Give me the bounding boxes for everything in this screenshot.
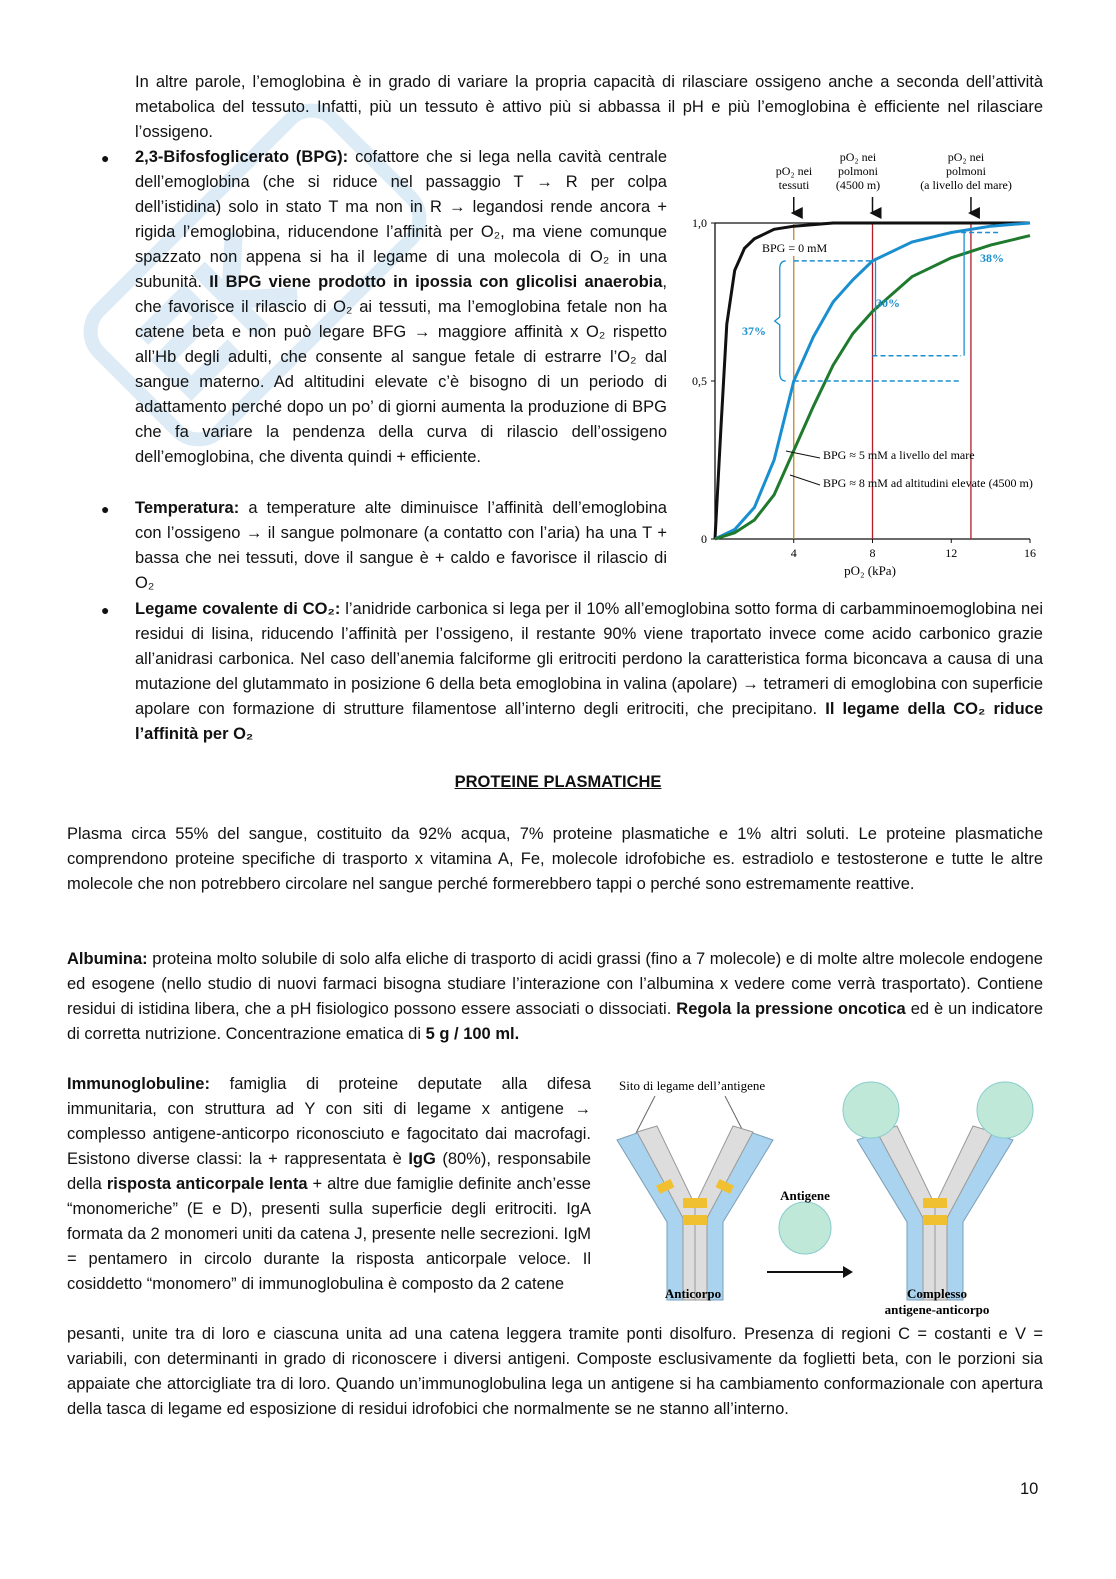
immuno-text-1: famiglia di proteine deputate alla difesa immunitaria, con struttura ad Y con siti di legame x antigene → complesso antigene-anticorpo riconosciuto e fagocitato dai macrofagi. Esistono diverse classi: la + rappresentata è [67, 1075, 591, 1168]
immuno-text-2: (80%), responsabile della [67, 1150, 591, 1193]
complex-label-2: antigene-anticorpo [884, 1302, 990, 1317]
bullet-temperatura [135, 496, 667, 596]
intro-paragraph: In altre parole, l’emoglobina è in grado di variare la propria capacità di rilasciare ossigeno anche a seconda dell’attività metabolica del tessuto. Infatti, più un tessuto è attivo più si abbassa il pH e più l’emoglobina è efficiente nel rilasciare l’ossigeno. [135, 73, 1043, 141]
immuno-paragraph [67, 1072, 591, 1297]
legend-bpg-5: BPG ≈ 5 mM a livello del mare [823, 448, 975, 462]
risposta-bold: risposta anticorpale lenta [106, 1175, 308, 1193]
albumina-bold-2: 5 g / 100 ml. [425, 1025, 520, 1043]
legend-bpg-8: BPG ≈ 8 mM ad altitudini elevate (4500 m) [823, 476, 1033, 490]
immuno-text-3: + altre due famiglie definite anch’esse “monomeriche” (E e D), presenti sulla superficie degli eritrociti. IgA formata da 2 monomeri uniti da catena J, presente nelle secrezioni. IgM = pentamero in circolo durante la risposta anticorpale veloce. Il cosiddetto “monomero” di immunoglobulina è composto da 2 catene [67, 1175, 591, 1293]
plasma-paragraph: Plasma circa 55% del sangue, costituito da 92% acqua, 7% proteine plasmatiche e 1% altri soluti. Le proteine plasmatiche comprendono proteine specifiche di trasporto x vitamina A, Fe, molecole idrofobiche es. estradiolo e testosterone e tutte le altre molecole che non potrebbero circolare nel sangue perché formerebbero tappi o perché sono estremamente reattive. [67, 825, 1043, 893]
temp-text: a temperature alte diminuisce l’affinità dell’emoglobina con l’ossigeno → il sangue polmonare (a contatto con l’aria) ha una T + bassa che nei tessuti, dove il sangue è + caldo e favorisce il rilascio di O₂ [135, 499, 667, 592]
x-tick-label: 12 [945, 546, 958, 560]
immuno-label: Immunoglobuline: [67, 1075, 210, 1093]
x-tick-label: 4 [790, 546, 797, 560]
page-number: 10 [1020, 1480, 1039, 1498]
albumina-bold-1: Regola la pressione oncotica [676, 1000, 906, 1018]
complex-label-1: Complesso [907, 1286, 967, 1301]
antigen-antibody-complex-icon [843, 1082, 1033, 1300]
antibody-icon [617, 1126, 773, 1300]
oxygen-binding-chart [680, 145, 1050, 585]
antigen-label: Antigene [780, 1188, 830, 1203]
marker-label-polmoni-mare: pO₂ nei polmoni (a livello del mare) [920, 150, 1012, 192]
antigen-icon [779, 1202, 831, 1254]
annotation-37: 37% [742, 324, 766, 338]
section-title: PROTEINE PLASMATICHE [454, 773, 662, 791]
x-axis-label: pO₂ (kPa) [844, 563, 896, 578]
co2-text: l’anidride carbonica si lega per il 10% all’emoglobina sotto forma di carbamminoemoglobina nei residui di lisina, riducendo l’affinità per l’ossigeno, il restante 90% viene traportato invece come acido carbonico grazie all’anidrasi carbonica. Nel caso dell’anemia falciforme gli eritrociti perdono la caratteristica forma biconcava a causa di una mutazione del glutammato in posizione 6 della beta emoglobina in valina (apolare) → tetrameri di emoglobina con superficie apolare con formazione di strutture filamentose all’interno degli eritrociti, che precipitano. [135, 600, 1043, 718]
co2-bold-text: Il legame della CO₂ riduce l’affinità per O₂ [135, 700, 1044, 743]
antibody-label: Anticorpo [664, 1286, 722, 1301]
bpg-text-2: , che favorisce il rilascio di O₂ ai tessuti, ma l’emoglobina fetale non ha catene beta e non può legare BFG → maggiore affinità x O₂ rispetto all’Hb degli adulti, che consente al sangue fetale di estrarre l’O₂ dal sangue materno. Ad altitudini elevate c’è bisogno di un periodo di adattamento perché dopo un po’ di giorni aumenta la produzione di BPG che fa variare la pendenza della curva di rilascio dell’ossigeno dell’emoglobina, che diventa quindi + efficiente. [135, 273, 668, 466]
bracket [775, 261, 786, 381]
bpg-bold-text: Il BPG viene prodotto in ipossia con glicolisi anaerobia [209, 273, 663, 291]
albumina-text-1: proteina molto solubile di solo alfa eliche di trasporto di acidi grassi (fino a 7 molecole) e di molte altre molecole endogene ed esogene (nello studio di nuovi farmaci bisogna studiare l’interazione con l’albumina x vedere come verrà trasportato). Contiene residui di istidina libera, che a pH fisiologico possono essere associati o dissociati. [67, 950, 1043, 1018]
igg-bold: IgG [408, 1150, 436, 1168]
bullet-bpg [135, 145, 667, 470]
temp-label: Temperatura: [135, 499, 240, 517]
annotation-30: 30% [876, 296, 900, 310]
marker-label-polmoni-4500: pO₂ nei polmoni (4500 m) [835, 150, 881, 192]
legend-bpg-0: BPG = 0 mM [762, 241, 828, 255]
albumina-text-2: ed è un indicatore di corretta nutrizione. Concentrazione ematica di [67, 1000, 1043, 1043]
site-label: Sito di legame dell’antigene [619, 1078, 766, 1093]
x-tick-label: 16 [1024, 546, 1036, 560]
bpg-label: 2,3-Bifosfoglicerato (BPG): [135, 148, 349, 166]
albumina-paragraph [67, 947, 1043, 1047]
y-tick-label: 0,5 [692, 374, 707, 388]
bpg-text-1: cofattore che si lega nella cavità centrale dell’emoglobina (che si riduce nel passaggio T → R per colpa dell’istidina) solo in stato T ma non in R → legandosi rende ancora + rigida l’emoglobina, riducendone l’affinità per O₂, ma viene comunque spazzato non appena si ha il legame di una molecola di O₂ in una subunità. [135, 148, 668, 291]
bullet-icon: ● [101, 501, 110, 517]
y-tick-label: 0 [701, 532, 707, 546]
albumina-label: Albumina: [67, 950, 148, 968]
y-tick-label: 1,0 [692, 216, 707, 230]
bullet-co2 [135, 597, 1043, 747]
x-tick-label: 8 [869, 546, 876, 560]
marker-label-tessuti: pO₂ nei tessuti [775, 164, 813, 192]
bullet-icon: ● [101, 150, 110, 166]
annotation-38: 38% [980, 251, 1004, 265]
bullet-icon: ● [101, 602, 110, 618]
co2-label: Legame covalente di CO₂: [135, 600, 341, 618]
immuno-paragraph-cont: pesanti, unite tra di loro e ciascuna unita ad una catena leggera tramite ponti disolfuro. Presenza di regioni C = costanti e V = variabili, con determinanti in grado di riconoscere i diversi antigeni. Composte esclusivamente da foglietti beta, con le porzioni sia appaiate che attorcigliate tra di loro. Quando un’immunoglobulina lega un antigene si ha cambiamento conformazionale con apertura della tasca di legame ed esposizione di residui idrofobici che normalmente se ne stanno all’interno. [67, 1325, 1043, 1418]
antibody-figure [605, 1070, 1045, 1320]
